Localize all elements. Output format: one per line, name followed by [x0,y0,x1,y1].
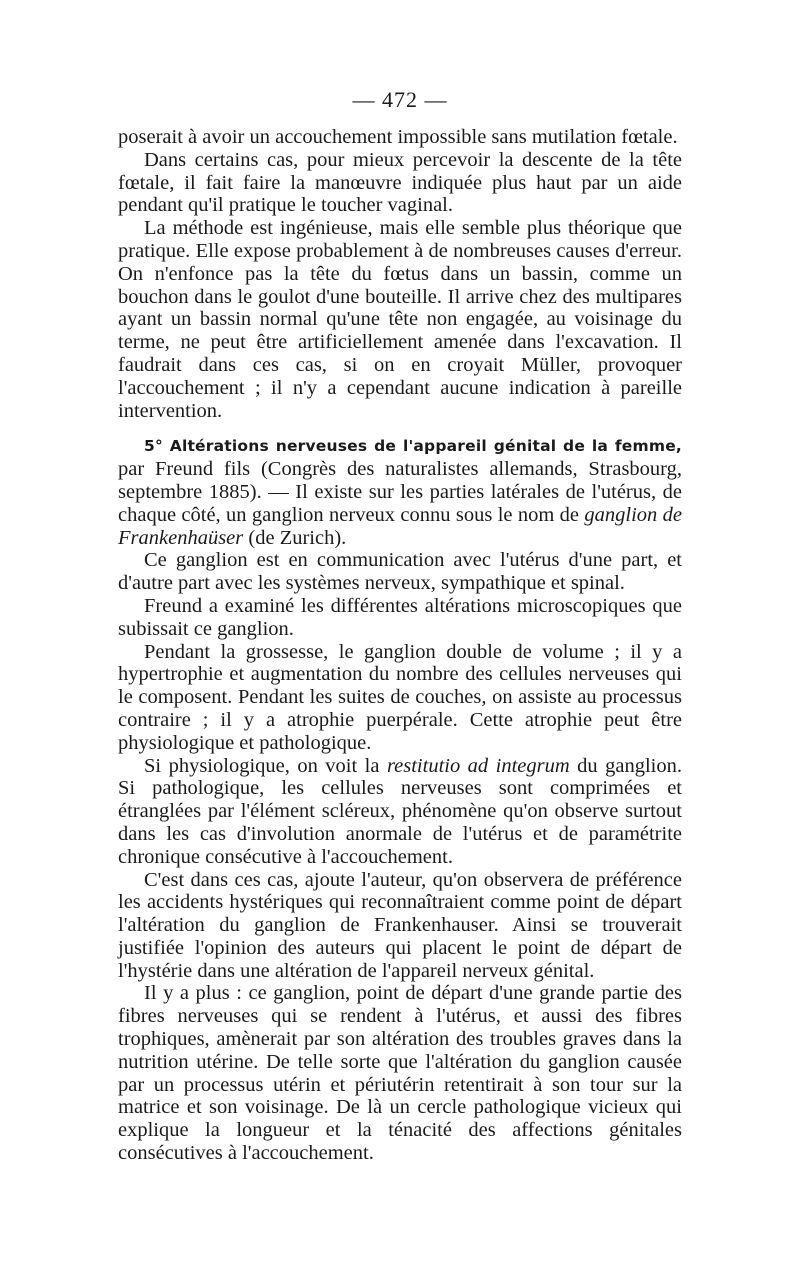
page-number: — 472 — [352,87,448,112]
section-heading: 5° Altérations nerveuses de l'appareil génital de la femme, [144,437,682,456]
paragraph-hysteria: C'est dans ces cas, ajoute l'auteur, qu'on observera de préférence les accidents hystériques qui reconnaîtraient comme point de départ l'altération du ganglion de Frankenhauser. Ainsi se trouverait justifiée l'opinion des auteurs qui placent le point de départ de l'hystérie dans une altération de l'appareil nerveux génital. [118,868,682,982]
p4-tail: du ganglion. Si pathologique, les cellules nerveuses sont comprimées et étranglées par l'élément scléreux, phénomène qu'on observe surtout dans les cas d'involution anormale de l'utérus et de paramétrite chronique consécutive à l'accouchement. [118,754,682,868]
paragraph-method-critique: La méthode est ingénieuse, mais elle semble plus théorique que pratique. Elle expose probablement à de nombreuses causes d'erreur. On n'enfonce pas la tête du fœtus dans un bassin, comme un bouchon dans le goulot d'une bouteille. Il arrive chez des multipares ayant un bassin normal qu'une tête non engagée, au voisinage du terme, ne peut être artificiellement amenée dans l'excavation. Il faudrait dans ces cas, si on en croyait Müller, provoquer l'accouchement ; il n'y a cependant aucune indication à pareille intervention. [118,217,682,422]
paragraph-freund-examination: Freund a examiné les différentes altérations microscopiques que subissait ce ganglion. [118,594,682,640]
paragraph-trophic-fibres: Il y a plus : ce ganglion, point de départ d'une grande partie des fibres nerveuses qui se rendent à l'utérus, et aussi des fibres trophiques, amènerait par son altération des troubles graves dans la nutrition utérine. De telle sorte que l'altération du ganglion causée par un processus utérin et périutérin retentirait à son tour sur la matrice et son voisinage. De là un cercle pathologique vicieux qui explique la longueur et la ténacité des affections génitales consécutives à l'accouchement. [118,982,682,1165]
paragraph-continuation: poserait à avoir un accouchement impossible sans mutilation fœtale. [118,126,678,148]
section-intro-text: par Freund fils (Congrès des naturalistes allemands, Strasbourg, septembre 1885). — Il existe sur les parties latérales de l'utérus, de chaque côté, un ganglion nerveux connu sous le nom de [118,458,682,526]
paragraph-physiological-pathological [118,755,682,869]
paragraph-pregnancy-changes: Pendant la grossesse, le ganglion double de volume ; il y a hypertrophie et augmentation du nombre des cellules nerveuses qui le composent. Pendant les suites de couches, on assiste au processus contraire ; il y a atrophie puerpérale. Cette atrophie peut être physiologique et pathologique. [118,640,682,754]
section-intro-paragraph [118,434,682,549]
p4-lead: Si physiologique, on voit la [144,754,387,777]
paragraph-ganglion-communication: Ce ganglion est en communication avec l'utérus d'une part, et d'autre part avec les systèmes nerveux, sympathique et spinal. [118,549,682,595]
paragraph-method-description: Dans certains cas, pour mieux percevoir la descente de la tête fœtale, il fait faire la manœuvre indiquée plus haut par un aide pendant qu'il pratique le toucher vaginal. [118,148,682,217]
book-page [118,84,682,1165]
section-intro-tail: (de Zurich). [243,526,347,549]
ganglion-name: ganglion de Frankenhaüser [118,503,682,549]
restitutio-phrase: restitutio ad integrum [386,754,570,777]
